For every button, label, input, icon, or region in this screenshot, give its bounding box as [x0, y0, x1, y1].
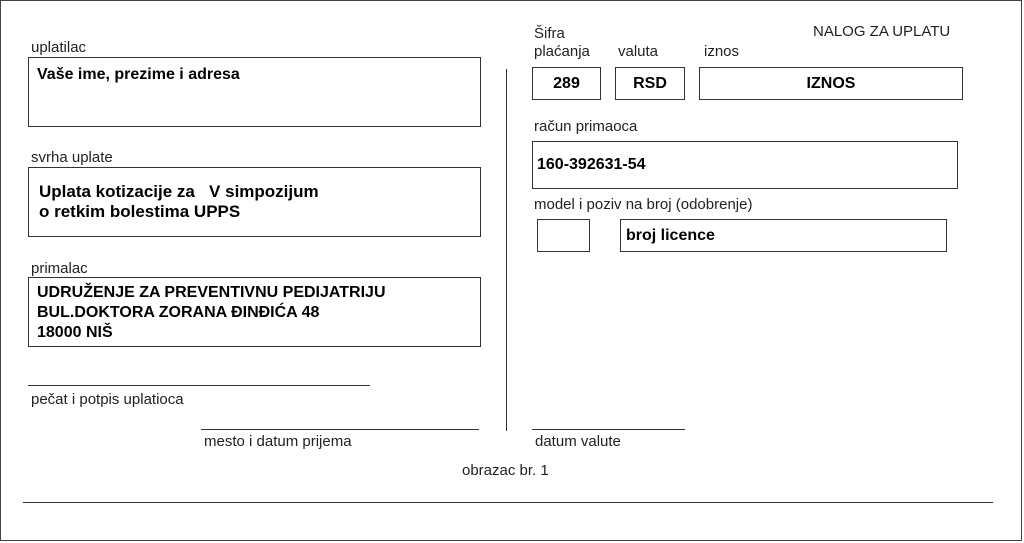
- currency-value: RSD: [633, 74, 667, 92]
- account-field[interactable]: [532, 141, 958, 189]
- payer-field[interactable]: [28, 57, 481, 127]
- model-label: model i poziv na broj (odobrenje): [534, 196, 753, 213]
- purpose-field[interactable]: [28, 167, 481, 237]
- amount-field[interactable]: [699, 67, 963, 100]
- purpose-label: svrha uplate: [31, 149, 113, 166]
- bottom-line: [23, 502, 993, 503]
- account-value: 160-392631-54: [537, 156, 646, 173]
- stamp-signature-line: [28, 385, 370, 386]
- recipient-label: primalac: [31, 260, 88, 277]
- place-date-line: [201, 429, 479, 430]
- form-number: obrazac br. 1: [462, 462, 549, 479]
- place-date-label: mesto i datum prijema: [204, 433, 352, 450]
- payment-code-field[interactable]: [532, 67, 601, 100]
- recipient-line-3: 18000 NIŠ: [37, 324, 113, 341]
- reference-number-value: broj licence: [626, 226, 715, 244]
- purpose-line-2: o retkim bolestima UPPS: [39, 202, 241, 221]
- value-date-label: datum valute: [535, 433, 621, 450]
- currency-label: valuta: [618, 43, 659, 60]
- reference-number-field[interactable]: [620, 219, 947, 252]
- recipient-line-2: BUL.DOKTORA ZORANA ĐINĐIĆA 48: [37, 304, 320, 321]
- form-title: NALOG ZA UPLATU: [813, 23, 951, 40]
- amount-label: iznos: [704, 43, 740, 60]
- payer-value: Vaše ime, prezime i adresa: [37, 66, 240, 83]
- recipient-field[interactable]: [28, 277, 481, 347]
- currency-field[interactable]: [615, 67, 685, 100]
- code-label-line-1: Šifra: [534, 25, 565, 42]
- payment-code-value: 289: [553, 74, 580, 92]
- payer-label: uplatilac: [31, 39, 87, 56]
- purpose-line-1: Uplata kotizacije za V simpozijum: [39, 182, 319, 201]
- model-field[interactable]: [537, 219, 590, 252]
- code-label-line-2: plaćanja: [534, 43, 590, 60]
- recipient-line-1: UDRUŽENJE ZA PREVENTIVNU PEDIJATRIJU: [37, 284, 386, 301]
- amount-value: IZNOS: [806, 74, 856, 92]
- account-label: račun primaoca: [534, 118, 638, 135]
- column-divider: [506, 69, 507, 431]
- stamp-label: pečat i potpis uplatioca: [31, 391, 184, 408]
- value-date-line: [532, 429, 685, 430]
